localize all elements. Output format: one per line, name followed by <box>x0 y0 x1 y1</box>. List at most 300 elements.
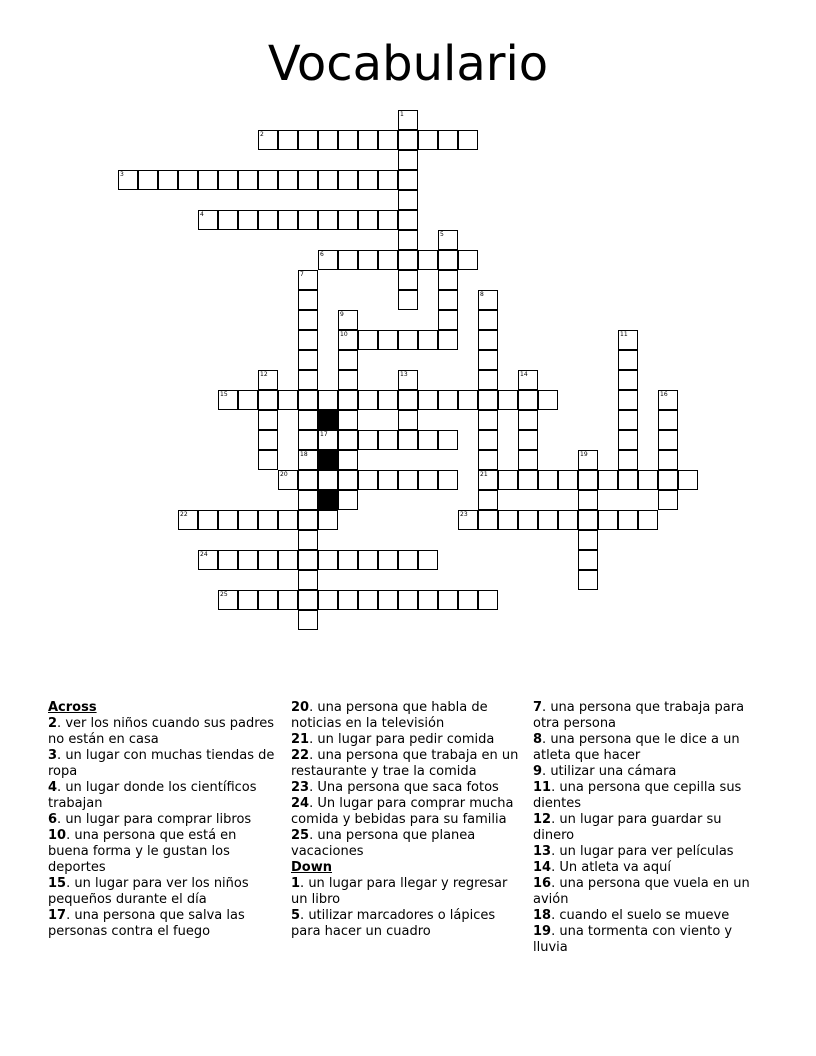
grid-cell[interactable] <box>578 510 598 530</box>
grid-cell[interactable] <box>418 250 438 270</box>
grid-cell[interactable] <box>618 370 638 390</box>
grid-cell[interactable] <box>438 470 458 490</box>
grid-cell[interactable] <box>338 130 358 150</box>
clue-text: una persona que planea vacaciones <box>291 828 476 859</box>
grid-cell[interactable] <box>178 170 198 190</box>
grid-cell[interactable] <box>498 470 518 490</box>
grid-cell[interactable] <box>358 550 378 570</box>
cell-number: 15 <box>220 391 228 398</box>
grid-cell[interactable] <box>158 170 178 190</box>
grid-cell[interactable] <box>298 130 318 150</box>
grid-cell[interactable] <box>378 550 398 570</box>
grid-cell[interactable] <box>578 470 598 490</box>
clue-number: 13 <box>533 844 552 859</box>
grid-cell[interactable] <box>318 430 338 450</box>
grid-cell[interactable] <box>298 210 318 230</box>
cell-number: 3 <box>120 171 124 178</box>
page-title: Vocabulario <box>267 36 549 92</box>
grid-cell[interactable] <box>298 390 318 410</box>
grid-cell[interactable] <box>618 350 638 370</box>
grid-cell[interactable] <box>298 550 318 570</box>
clue-text: una tormenta con viento y lluvia <box>533 924 733 955</box>
grid-cell[interactable] <box>658 490 678 510</box>
grid-cell[interactable] <box>398 390 418 410</box>
clue-number: 22 <box>291 748 310 763</box>
grid-cell[interactable] <box>398 230 418 250</box>
grid-cell[interactable] <box>318 130 338 150</box>
grid-cell[interactable] <box>378 170 398 190</box>
grid-cell[interactable] <box>438 270 458 290</box>
grid-cell[interactable] <box>298 470 318 490</box>
across-heading: Across <box>48 700 97 715</box>
grid-cell[interactable] <box>398 270 418 290</box>
cell-number: 20 <box>280 471 288 478</box>
cell-number: 19 <box>580 451 588 458</box>
across-clue: 10. una persona que está en buena forma y le gustan los deportes <box>48 828 237 875</box>
grid-cell[interactable] <box>318 470 338 490</box>
grid-cell[interactable] <box>198 550 218 570</box>
clue-text: una persona que cepilla sus dientes <box>533 780 742 811</box>
grid-cell[interactable] <box>438 430 458 450</box>
grid-cell[interactable] <box>378 130 398 150</box>
grid-cell[interactable] <box>478 330 498 350</box>
clue-text: ver los niños cuando sus padres no están en casa <box>48 716 275 747</box>
grid-cell[interactable] <box>278 170 298 190</box>
grid-cell[interactable] <box>298 610 318 630</box>
grid-cell[interactable] <box>438 130 458 150</box>
grid-cell[interactable] <box>478 410 498 430</box>
grid-cell[interactable] <box>598 510 618 530</box>
grid-cell[interactable] <box>238 550 258 570</box>
grid-cell[interactable] <box>478 430 498 450</box>
across-clue: 15. un lugar para ver los niños pequeños durante el día <box>48 876 249 907</box>
cell-number: 7 <box>300 271 304 278</box>
cell-number: 21 <box>480 471 488 478</box>
grid-cell[interactable] <box>418 550 438 570</box>
grid-cell[interactable] <box>278 210 298 230</box>
grid-cell[interactable] <box>298 370 318 390</box>
grid-cell[interactable] <box>358 130 378 150</box>
grid-cell[interactable] <box>618 450 638 470</box>
clue-number: 10 <box>48 828 67 843</box>
grid-cell[interactable] <box>398 130 418 150</box>
cell-number: 18 <box>300 451 308 458</box>
grid-cell[interactable] <box>398 550 418 570</box>
grid-cell[interactable] <box>258 210 278 230</box>
grid-cell[interactable] <box>478 290 498 310</box>
grid-cell[interactable] <box>418 590 438 610</box>
grid-cell[interactable] <box>298 270 318 290</box>
grid-cell[interactable] <box>278 470 298 490</box>
down-clue: 16. una persona que vuela en un avión <box>533 876 750 907</box>
grid-cell[interactable] <box>238 590 258 610</box>
grid-cell[interactable] <box>338 330 358 350</box>
grid-cell[interactable] <box>298 530 318 550</box>
grid-cell[interactable] <box>518 450 538 470</box>
grid-cell[interactable] <box>538 510 558 530</box>
grid-cell[interactable] <box>398 430 418 450</box>
grid-cell[interactable] <box>358 590 378 610</box>
down-clue: 1. un lugar para llegar y regresar un libro <box>291 876 508 907</box>
clue-text: un lugar para pedir comida <box>317 732 495 747</box>
grid-cell[interactable] <box>198 170 218 190</box>
grid-cell[interactable] <box>658 470 678 490</box>
grid-cell[interactable] <box>318 390 338 410</box>
clue-number: 25 <box>291 828 310 843</box>
grid-cell[interactable] <box>398 170 418 190</box>
cell-number: 24 <box>200 551 208 558</box>
clue-text: utilizar una cámara <box>550 764 677 779</box>
grid-cell[interactable] <box>478 390 498 410</box>
grid-cell[interactable] <box>478 450 498 470</box>
grid-cell[interactable] <box>458 130 478 150</box>
cell-number: 22 <box>180 511 188 518</box>
grid-cell[interactable] <box>338 450 358 470</box>
grid-cell[interactable] <box>378 590 398 610</box>
cell-number: 8 <box>480 291 484 298</box>
clue-number: 16 <box>533 876 552 891</box>
grid-cell[interactable] <box>458 250 478 270</box>
clue-text: Un atleta va aquí <box>559 860 671 875</box>
grid-cell[interactable] <box>438 310 458 330</box>
clue-number: 3 <box>48 748 58 763</box>
cell-number: 13 <box>400 371 408 378</box>
grid-cell[interactable] <box>518 430 538 450</box>
grid-cell[interactable] <box>538 470 558 490</box>
clue-text: una persona que está en buena forma y le gustan los deportes <box>48 828 237 875</box>
grid-cell[interactable] <box>578 450 598 470</box>
grid-cell[interactable] <box>338 310 358 330</box>
grid-cell[interactable] <box>478 470 498 490</box>
grid-cell[interactable] <box>298 490 318 510</box>
across-clue: 4. un lugar donde los científicos trabajan <box>48 780 257 811</box>
cell-number: 16 <box>660 391 668 398</box>
grid-cell[interactable] <box>378 430 398 450</box>
grid-cell[interactable] <box>298 170 318 190</box>
cell-number: 25 <box>220 591 228 598</box>
grid-cell[interactable] <box>238 170 258 190</box>
down-clue: 13. un lugar para ver películas <box>533 844 734 859</box>
down-heading: Down <box>291 860 332 875</box>
down-clue: 5. utilizar marcadores o lápices para hacer un cuadro <box>291 908 496 939</box>
grid-cell[interactable] <box>358 210 378 230</box>
grid-cell[interactable] <box>518 370 538 390</box>
grid-cell[interactable] <box>458 590 478 610</box>
grid-cell[interactable] <box>558 510 578 530</box>
grid-cell[interactable] <box>658 450 678 470</box>
grid-cell[interactable] <box>478 370 498 390</box>
grid-cell[interactable] <box>518 410 538 430</box>
clue-number: 11 <box>533 780 552 795</box>
grid-cell[interactable] <box>438 390 458 410</box>
grid-cell[interactable] <box>298 510 318 530</box>
clue-number: 1 <box>291 876 301 891</box>
grid-cell[interactable] <box>478 590 498 610</box>
grid-cell[interactable] <box>398 190 418 210</box>
grid-cell[interactable] <box>458 510 478 530</box>
grid-cell[interactable] <box>338 590 358 610</box>
grid-cell[interactable] <box>358 330 378 350</box>
down-clue: 7. una persona que trabaja para otra persona <box>533 700 745 731</box>
grid-cell[interactable] <box>398 330 418 350</box>
grid-cell[interactable] <box>318 210 338 230</box>
clue-number: 17 <box>48 908 67 923</box>
down-clue: 14. Un atleta va aquí <box>533 860 671 875</box>
clue-text: utilizar marcadores o lápices para hacer un cuadro <box>291 908 496 939</box>
grid-cell[interactable] <box>298 450 318 470</box>
grid-cell[interactable] <box>558 470 578 490</box>
grid-cell[interactable] <box>258 590 278 610</box>
grid-cell[interactable] <box>298 290 318 310</box>
across-clue: 20. una persona que habla de noticias en la televisión <box>291 700 488 731</box>
grid-cell[interactable] <box>418 130 438 150</box>
grid-cell[interactable] <box>438 330 458 350</box>
clue-number: 15 <box>48 876 67 891</box>
grid-cell[interactable] <box>378 330 398 350</box>
grid-cell[interactable] <box>498 390 518 410</box>
grid-cell[interactable] <box>278 390 298 410</box>
grid-cell[interactable] <box>658 430 678 450</box>
cell-number: 1 <box>400 111 404 118</box>
clue-number: 9 <box>533 764 543 779</box>
cell-number: 4 <box>200 211 204 218</box>
grid-cell[interactable] <box>438 230 458 250</box>
clues-column-1 <box>48 700 276 940</box>
cell-number: 12 <box>260 371 268 378</box>
clue-number: 12 <box>533 812 552 827</box>
clue-number: 21 <box>291 732 310 747</box>
cell-number: 10 <box>340 331 348 338</box>
grid-cell[interactable] <box>378 210 398 230</box>
down-clue: 8. una persona que le dice a un atleta que hacer <box>533 732 740 763</box>
grid-cell[interactable] <box>298 410 318 430</box>
grid-cell[interactable] <box>478 350 498 370</box>
down-clue: 12. un lugar para guardar su dinero <box>533 812 722 843</box>
grid-cell[interactable] <box>218 210 238 230</box>
clue-number: 19 <box>533 924 552 939</box>
grid-cell[interactable] <box>578 490 598 510</box>
clue-number: 20 <box>291 700 310 715</box>
grid-cell[interactable] <box>418 470 438 490</box>
grid-cell[interactable] <box>358 170 378 190</box>
grid-cell[interactable] <box>258 390 278 410</box>
clue-text: un lugar para llegar y regresar un libro <box>291 876 508 907</box>
grid-cell[interactable] <box>338 250 358 270</box>
grid-cell[interactable] <box>618 470 638 490</box>
clue-text: un lugar para ver películas <box>559 844 734 859</box>
grid-cell[interactable] <box>458 390 478 410</box>
grid-cell[interactable] <box>478 510 498 530</box>
cell-number: 2 <box>260 131 264 138</box>
grid-cell[interactable] <box>338 350 358 370</box>
grid-cell[interactable] <box>238 210 258 230</box>
cell-number: 6 <box>320 251 324 258</box>
cell-number: 5 <box>440 231 444 238</box>
clue-number: 18 <box>533 908 552 923</box>
grid-cell[interactable] <box>678 470 698 490</box>
grid-cell[interactable] <box>438 590 458 610</box>
clue-number: 2 <box>48 716 58 731</box>
grid-cell[interactable] <box>478 310 498 330</box>
grid-cell[interactable] <box>338 430 358 450</box>
cell-number: 9 <box>340 311 344 318</box>
grid-cell[interactable] <box>578 530 598 550</box>
grid-cell[interactable] <box>258 550 278 570</box>
grid-cell[interactable] <box>378 250 398 270</box>
grid-cell[interactable] <box>278 510 298 530</box>
grid-cell[interactable] <box>318 510 338 530</box>
grid-cell[interactable] <box>598 470 618 490</box>
grid-cell[interactable] <box>398 150 418 170</box>
grid-cell[interactable] <box>418 390 438 410</box>
grid-cell[interactable] <box>338 410 358 430</box>
clue-text: un lugar para guardar su dinero <box>533 812 722 843</box>
across-clue: 22. una persona que trabaja en un restaurante y trae la comida <box>291 748 519 779</box>
grid-cell[interactable] <box>318 590 338 610</box>
grid-cell[interactable] <box>338 370 358 390</box>
clue-text: Un lugar para comprar mucha comida y bebidas para su familia <box>291 796 514 827</box>
grid-cell[interactable] <box>658 410 678 430</box>
grid-cell[interactable] <box>338 470 358 490</box>
grid-cell[interactable] <box>198 210 218 230</box>
grid-cell[interactable] <box>358 250 378 270</box>
clue-text: una persona que trabaja en un restaurante y trae la comida <box>291 748 519 779</box>
grid-cell[interactable] <box>258 130 278 150</box>
grid-cell[interactable] <box>478 490 498 510</box>
grid-cell[interactable] <box>338 170 358 190</box>
grid-cell[interactable] <box>618 510 638 530</box>
grid-cell[interactable] <box>118 170 138 190</box>
across-clue: 6. un lugar para comprar libros <box>48 812 252 827</box>
grid-cell[interactable] <box>618 330 638 350</box>
grid-cell[interactable] <box>358 430 378 450</box>
grid-cell[interactable] <box>338 550 358 570</box>
grid-cell[interactable] <box>398 590 418 610</box>
clue-number: 8 <box>533 732 543 747</box>
black-cell <box>318 490 338 510</box>
grid-cell[interactable] <box>618 430 638 450</box>
clue-text: un lugar para comprar libros <box>65 812 252 827</box>
grid-cell[interactable] <box>258 510 278 530</box>
grid-cell[interactable] <box>378 390 398 410</box>
grid-cell[interactable] <box>398 250 418 270</box>
across-clue: 25. una persona que planea vacaciones <box>291 828 476 859</box>
grid-cell[interactable] <box>618 390 638 410</box>
grid-cell[interactable] <box>218 390 238 410</box>
across-clue: 23. Una persona que saca fotos <box>291 780 499 795</box>
grid-cell[interactable] <box>318 550 338 570</box>
across-clue: 3. un lugar con muchas tiendas de ropa <box>48 748 275 779</box>
grid-cell[interactable] <box>258 430 278 450</box>
grid-cell[interactable] <box>138 170 158 190</box>
grid-cell[interactable] <box>398 210 418 230</box>
grid-cell[interactable] <box>258 370 278 390</box>
down-clue: 18. cuando el suelo se mueve <box>533 908 730 923</box>
clue-text: un lugar con muchas tiendas de ropa <box>48 748 275 779</box>
grid-cell[interactable] <box>398 110 418 130</box>
grid-cell[interactable] <box>578 570 598 590</box>
grid-cell[interactable] <box>578 550 598 570</box>
clue-text: un lugar para ver los niños pequeños durante el día <box>48 876 249 907</box>
grid-cell[interactable] <box>358 390 378 410</box>
grid-cell[interactable] <box>218 550 238 570</box>
grid-cell[interactable] <box>538 390 558 410</box>
grid-cell[interactable] <box>518 510 538 530</box>
grid-cell[interactable] <box>378 470 398 490</box>
clue-text: un lugar donde los científicos trabajan <box>48 780 257 811</box>
grid-cell[interactable] <box>278 590 298 610</box>
grid-cell[interactable] <box>238 390 258 410</box>
grid-cell[interactable] <box>318 170 338 190</box>
grid-cell[interactable] <box>398 410 418 430</box>
grid-cell[interactable] <box>398 290 418 310</box>
grid-cell[interactable] <box>258 410 278 430</box>
grid-cell[interactable] <box>178 510 198 530</box>
grid-cell[interactable] <box>278 130 298 150</box>
grid-cell[interactable] <box>258 170 278 190</box>
grid-cell[interactable] <box>638 510 658 530</box>
grid-cell[interactable] <box>198 510 218 530</box>
cell-number: 14 <box>520 371 528 378</box>
grid-cell[interactable] <box>238 510 258 530</box>
clue-number: 23 <box>291 780 310 795</box>
grid-cell[interactable] <box>318 250 338 270</box>
clue-number: 14 <box>533 860 552 875</box>
grid-cell[interactable] <box>278 550 298 570</box>
grid-cell[interactable] <box>498 510 518 530</box>
grid-cell[interactable] <box>438 290 458 310</box>
grid-cell[interactable] <box>298 310 318 330</box>
grid-cell[interactable] <box>418 430 438 450</box>
clue-text: una persona que salva las personas contra el fuego <box>48 908 245 939</box>
across-clue: 24. Un lugar para comprar mucha comida y bebidas para su familia <box>291 796 514 827</box>
grid-cell[interactable] <box>298 330 318 350</box>
grid-cell[interactable] <box>298 590 318 610</box>
grid-cell[interactable] <box>398 370 418 390</box>
down-clue: 9. utilizar una cámara <box>533 764 677 779</box>
clue-number: 24 <box>291 796 310 811</box>
clue-number: 7 <box>533 700 543 715</box>
grid-cell[interactable] <box>418 330 438 350</box>
grid-cell[interactable] <box>338 210 358 230</box>
grid-cell[interactable] <box>258 450 278 470</box>
clue-text: una persona que vuela en un avión <box>533 876 750 907</box>
grid-cell[interactable] <box>358 470 378 490</box>
across-clue: 2. ver los niños cuando sus padres no están en casa <box>48 716 275 747</box>
clue-text: Una persona que saca fotos <box>317 780 499 795</box>
grid-cell[interactable] <box>218 170 238 190</box>
grid-cell[interactable] <box>638 470 658 490</box>
down-clue: 19. una tormenta con viento y lluvia <box>533 924 733 955</box>
grid-cell[interactable] <box>438 250 458 270</box>
grid-cell[interactable] <box>338 390 358 410</box>
clue-number: 4 <box>48 780 58 795</box>
grid-cell[interactable] <box>218 510 238 530</box>
grid-cell[interactable] <box>658 390 678 410</box>
grid-cell[interactable] <box>618 410 638 430</box>
clue-number: 5 <box>291 908 301 923</box>
grid-cell[interactable] <box>298 570 318 590</box>
grid-cell[interactable] <box>298 350 318 370</box>
clue-text: una persona que le dice a un atleta que hacer <box>533 732 740 763</box>
grid-cell[interactable] <box>338 490 358 510</box>
grid-cell[interactable] <box>398 470 418 490</box>
grid-cell[interactable] <box>218 590 238 610</box>
grid-cell[interactable] <box>518 390 538 410</box>
grid-cell[interactable] <box>518 470 538 490</box>
clues-column-3 <box>533 700 761 956</box>
grid-cell[interactable] <box>298 430 318 450</box>
